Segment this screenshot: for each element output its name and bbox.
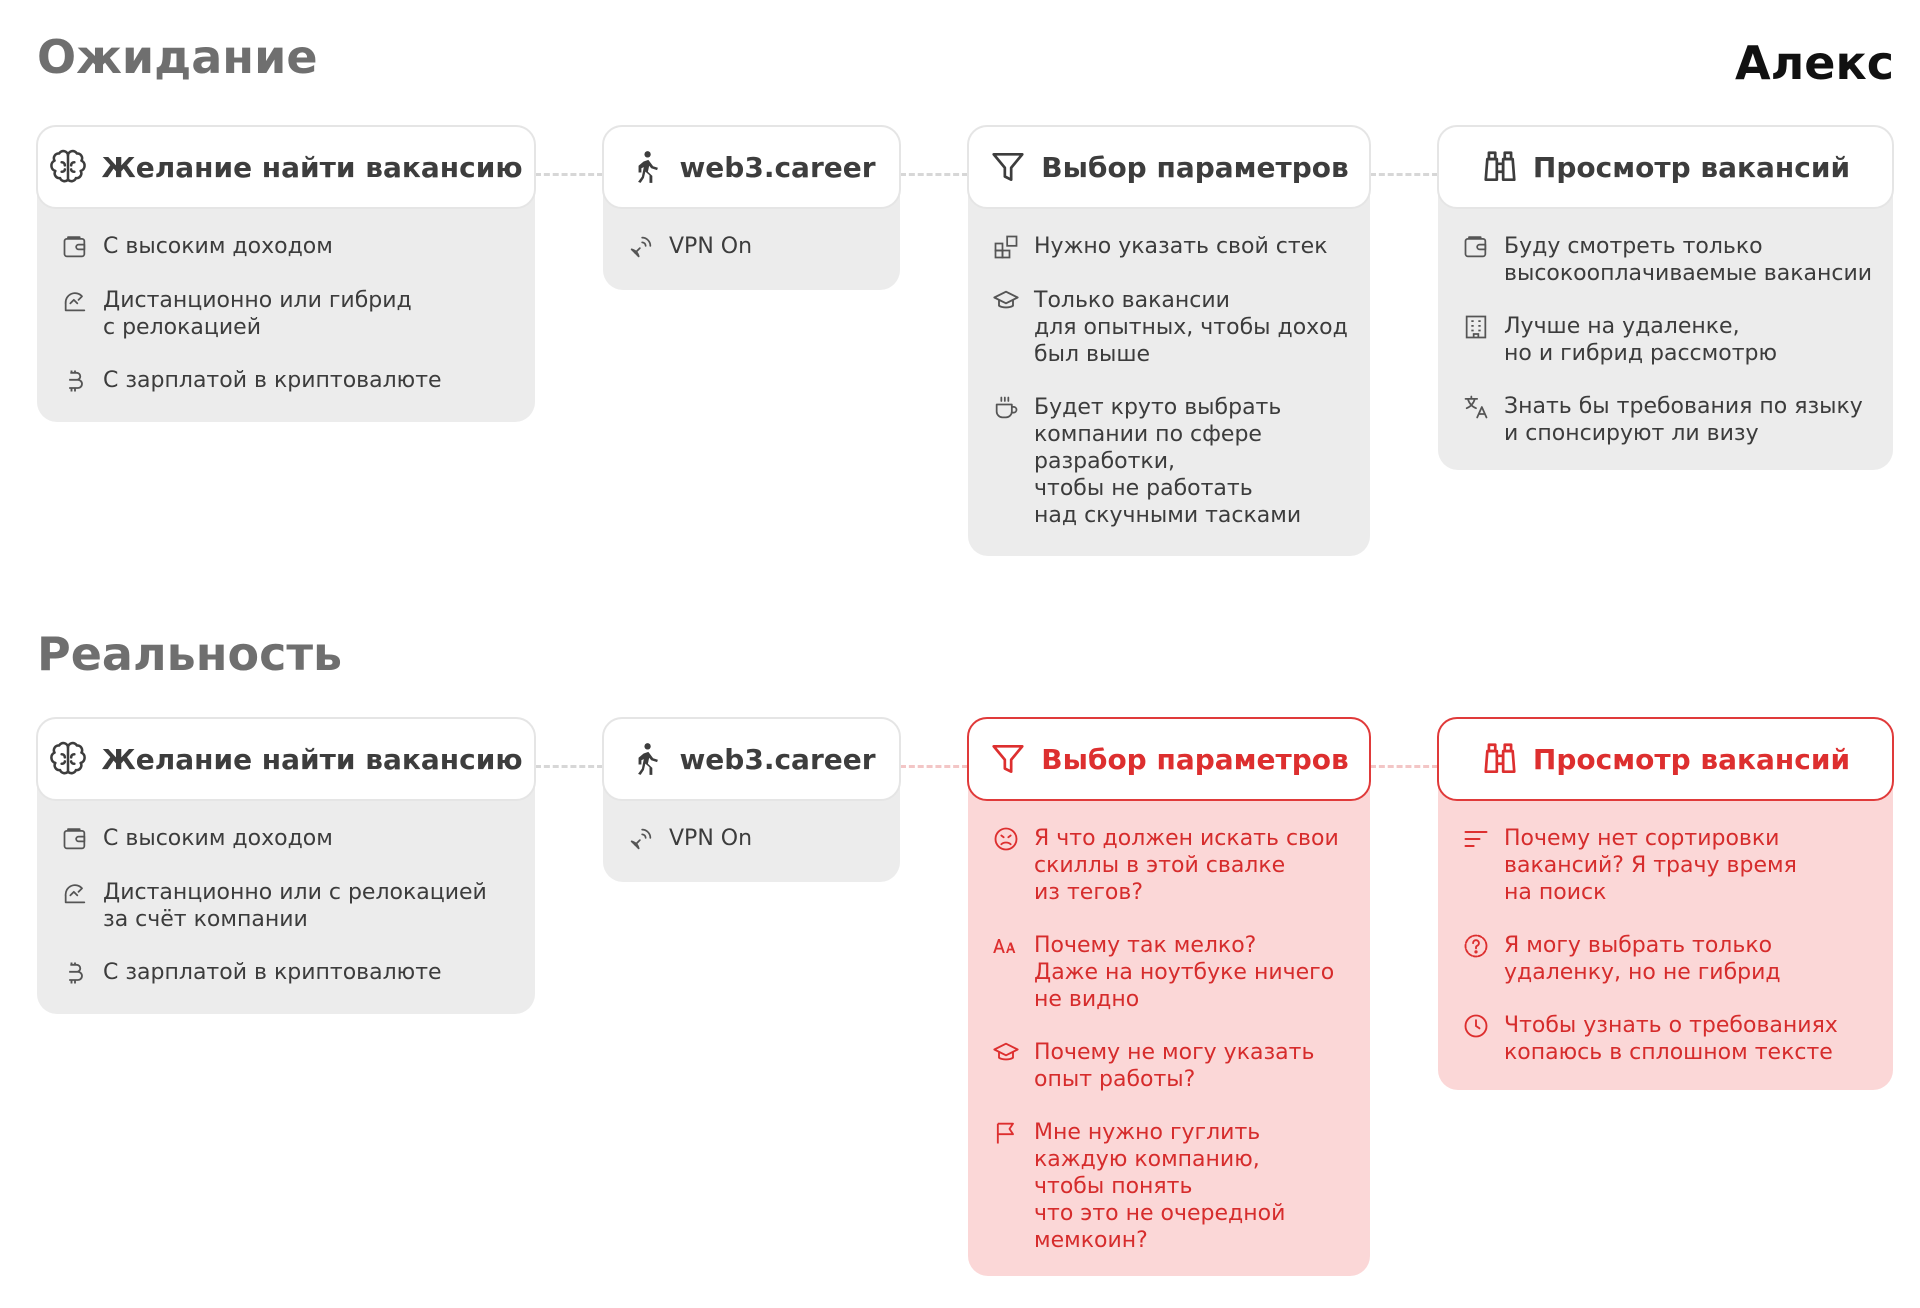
item-text: Лучше на удаленке, но и гибрид рассмотрю	[1504, 314, 1778, 366]
list-item	[992, 394, 1350, 529]
card-title: Желание найти вакансию	[101, 150, 523, 184]
wallet-icon	[61, 233, 89, 261]
card-header	[1437, 717, 1894, 801]
card-job-desire-expectation	[37, 126, 535, 422]
item-text: Почему так мелко? Даже на ноутбуке ничего не видно	[1034, 933, 1335, 1012]
item-text: Знать бы требования по языку и спонсируют ли визу	[1504, 394, 1863, 446]
item-text: Я что должен искать свои скиллы в этой свалке из тегов?	[1034, 826, 1339, 905]
sort-icon	[1462, 825, 1490, 853]
list-item	[992, 1039, 1350, 1093]
sad-face-icon	[992, 825, 1020, 853]
list-item	[61, 233, 515, 261]
item-text: Почему не могу указать опыт работы?	[1034, 1040, 1315, 1092]
card-header	[36, 717, 536, 801]
card-header	[967, 717, 1371, 801]
connector-dashed	[1370, 765, 1438, 768]
list-item	[61, 879, 515, 933]
card-vacancies-expectation	[1438, 126, 1893, 470]
list-item	[992, 825, 1350, 906]
brain-icon	[49, 148, 87, 186]
card-vacancies-reality	[1438, 718, 1893, 1090]
card-header	[36, 125, 536, 209]
item-text: Почему нет сортировки вакансий? Я трачу время на поиск	[1504, 826, 1797, 905]
coffee-icon	[992, 394, 1020, 422]
item-text: С зарплатой в криптовалюте	[103, 368, 442, 393]
list-item	[627, 233, 880, 261]
satellite-icon	[627, 825, 655, 853]
wallet-icon	[1462, 233, 1490, 261]
item-text: С высоким доходом	[103, 234, 333, 259]
connector-dashed	[1370, 173, 1438, 176]
list-item	[1462, 313, 1873, 367]
connector-dashed	[900, 173, 968, 176]
binoculars-icon	[1481, 148, 1519, 186]
card-web3career-expectation	[603, 126, 900, 290]
item-text: Мне нужно гуглить каждую компанию, чтобы понять что это не очередной мемкоин?	[1034, 1120, 1286, 1253]
bitcoin-icon	[61, 959, 89, 987]
item-text: Нужно указать свой стек	[1034, 234, 1328, 259]
list-item	[61, 825, 515, 853]
translate-icon	[1462, 393, 1490, 421]
card-params-reality	[968, 718, 1370, 1276]
card-web3career-reality	[603, 718, 900, 882]
list-item	[992, 932, 1350, 1013]
question-icon	[1462, 932, 1490, 960]
remote-icon	[61, 287, 89, 315]
wallet-icon	[61, 825, 89, 853]
list-item	[1462, 393, 1873, 447]
section-title-expectation: Ожидание	[37, 30, 318, 84]
card-title: Желание найти вакансию	[101, 742, 523, 776]
list-item	[61, 959, 515, 987]
filter-icon	[989, 148, 1027, 186]
card-title: Просмотр вакансий	[1532, 150, 1851, 184]
card-title: web3.career	[679, 150, 876, 184]
card-params-expectation	[968, 126, 1370, 556]
item-text: Будет круто выбрать компании по сфере разработки, чтобы не работать над скучными тасками	[1034, 395, 1302, 528]
card-header	[602, 125, 901, 209]
list-item	[1462, 932, 1873, 986]
item-text: Я могу выбрать только удаленку, но не гибрид	[1504, 933, 1781, 985]
filter-icon	[989, 740, 1027, 778]
item-text: С высоким доходом	[103, 826, 333, 851]
persona-name: Алекс	[1735, 36, 1894, 90]
list-item	[627, 825, 880, 853]
card-header	[602, 717, 901, 801]
brain-icon	[49, 740, 87, 778]
graduation-cap-icon	[992, 1039, 1020, 1067]
item-text: С зарплатой в криптовалюте	[103, 960, 442, 985]
flag-icon	[992, 1119, 1020, 1147]
connector-dashed	[535, 173, 603, 176]
binoculars-icon	[1481, 740, 1519, 778]
list-item	[1462, 825, 1873, 906]
card-header	[1437, 125, 1894, 209]
item-text: Буду смотреть только высокооплачиваемые вакансии	[1504, 234, 1873, 286]
list-item	[61, 367, 515, 395]
list-item	[992, 287, 1350, 368]
item-text: Дистанционно или гибрид с релокацией	[103, 288, 412, 340]
remote-icon	[61, 879, 89, 907]
walking-icon	[627, 148, 665, 186]
list-item	[992, 233, 1350, 261]
card-title: Выбор параметров	[1041, 742, 1349, 776]
section-title-reality: Реальность	[37, 627, 343, 681]
walking-icon	[627, 740, 665, 778]
item-text: Только вакансии для опытных, чтобы доход был выше	[1034, 288, 1348, 367]
list-item	[1462, 233, 1873, 287]
item-text: Дистанционно или с релокацией за счёт компании	[103, 880, 487, 932]
item-text: VPN On	[669, 826, 753, 851]
list-item	[1462, 1012, 1873, 1066]
connector-dashed	[535, 765, 603, 768]
satellite-icon	[627, 233, 655, 261]
list-item	[992, 1119, 1350, 1254]
card-title: Просмотр вакансий	[1532, 742, 1851, 776]
clock-icon	[1462, 1012, 1490, 1040]
bitcoin-icon	[61, 367, 89, 395]
item-text: VPN On	[669, 234, 753, 259]
card-title: Выбор параметров	[1041, 150, 1349, 184]
card-header	[967, 125, 1371, 209]
item-text: Чтобы узнать о требованиях копаюсь в сплошном тексте	[1504, 1013, 1838, 1065]
list-item	[61, 287, 515, 341]
stack-icon	[992, 233, 1020, 261]
graduation-cap-icon	[992, 287, 1020, 315]
card-title: web3.career	[679, 742, 876, 776]
connector-dashed	[900, 765, 968, 768]
office-building-icon	[1462, 313, 1490, 341]
text-size-icon	[992, 932, 1020, 960]
card-job-desire-reality	[37, 718, 535, 1014]
